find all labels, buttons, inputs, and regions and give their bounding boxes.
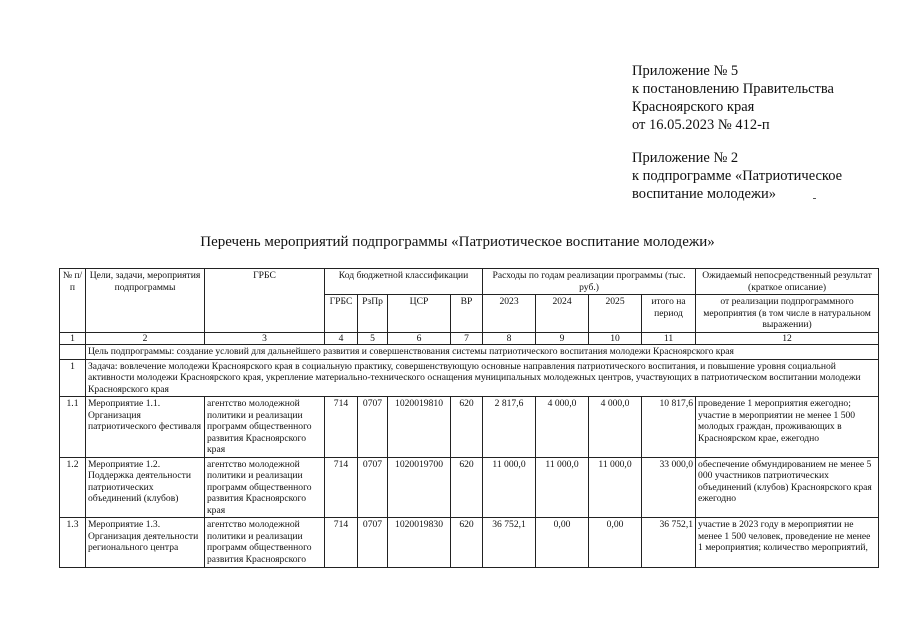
header-goals: Цели, задачи, мероприятия подпрограммы	[86, 269, 205, 333]
row-measure-name: Мероприятие 1.1. Организация патриотического фестиваля	[86, 397, 205, 458]
task-text: Задача: вовлечение молодежи Красноярского края в социальную практику, совершенствующую основные направления патриотического воспитания, и повышение уровня социальной активности молодежи Красноярского края, укрепление материально-технического оснащения муниципальных молодежных центров, участвующих в патриотическом воспитании молодежи Красноярского края	[86, 359, 879, 397]
appendix-5-line-4: от 16.05.2023 № 412-п	[632, 117, 770, 133]
col-number: 7	[451, 332, 483, 345]
row-grbs-code: 714	[325, 518, 358, 568]
row-2024: 0,00	[536, 518, 589, 568]
col-number: 8	[483, 332, 536, 345]
row-grbs-name: агентство молодежной политики и реализации программ общественного развития Красноярского края	[205, 397, 325, 458]
row-2023: 36 752,1	[483, 518, 536, 568]
task-row	[60, 359, 879, 397]
row-grbs-name: агентство молодежной политики и реализации программ общественного развития Красноярского края	[205, 457, 325, 518]
row-total: 33 000,0	[642, 457, 696, 518]
header-total: итого на период	[642, 295, 696, 333]
appendix-5-block	[632, 62, 834, 134]
goal-row	[60, 345, 879, 360]
row-total: 10 817,6	[642, 397, 696, 458]
row-2023: 2 817,6	[483, 397, 536, 458]
row-result: обеспечение обмундированием не менее 5 000 участников патриотических объединений (клубов) Красноярского края ежегодно	[696, 457, 879, 518]
goal-num-cell	[60, 345, 86, 360]
row-result: участие в 2023 году в мероприятии не менее 1 500 человек, проведение не менее 1 мероприятия; количество мероприятий,	[696, 518, 879, 568]
col-number: 6	[388, 332, 451, 345]
appendix-5-line-1: Приложение № 5	[632, 63, 739, 79]
col-number: 4	[325, 332, 358, 345]
col-number: 3	[205, 332, 325, 345]
row-num: 1.3	[60, 518, 86, 568]
header-code-grbs: ГРБС	[325, 295, 358, 333]
row-result: проведение 1 мероприятия ежегодно; участие в мероприятии не менее 1 500 молодых граждан, проживающих в Красноярском крае, ежегодно	[696, 397, 879, 458]
row-2025: 4 000,0	[589, 397, 642, 458]
col-number: 9	[536, 332, 589, 345]
header-code-rzpr: РзПр	[358, 295, 388, 333]
col-number: 11	[642, 332, 696, 345]
appendix-5-line-2: к постановлению Правительства	[632, 81, 834, 97]
row-vr: 620	[451, 518, 483, 568]
row-2024: 4 000,0	[536, 397, 589, 458]
row-csr: 1020019700	[388, 457, 451, 518]
row-grbs-code: 714	[325, 457, 358, 518]
header-code-vr: ВР	[451, 295, 483, 333]
row-vr: 620	[451, 457, 483, 518]
table-row	[60, 397, 879, 458]
measures-table	[59, 268, 879, 568]
row-measure-name: Мероприятие 1.2. Поддержка деятельности патриотических объединений (клубов)	[86, 457, 205, 518]
header-code-group: Код бюджетной классификации	[325, 269, 483, 295]
header-year-2024: 2024	[536, 295, 589, 333]
col-number: 10	[589, 332, 642, 345]
task-num: 1	[60, 359, 86, 397]
table-row	[60, 518, 879, 568]
header-row-1	[60, 269, 879, 295]
row-num: 1.1	[60, 397, 86, 458]
table-row	[60, 457, 879, 518]
row-rzpr: 0707	[358, 518, 388, 568]
column-number-row	[60, 332, 879, 345]
row-csr: 1020019830	[388, 518, 451, 568]
row-vr: 620	[451, 397, 483, 458]
scan-mark	[813, 198, 816, 199]
appendix-5-line-3: Красноярского края	[632, 99, 755, 115]
row-grbs-name: агентство молодежной политики и реализации программ общественного развития Красноярского	[205, 518, 325, 568]
header-year-2025: 2025	[589, 295, 642, 333]
row-csr: 1020019810	[388, 397, 451, 458]
row-2025: 0,00	[589, 518, 642, 568]
col-number: 1	[60, 332, 86, 345]
row-2023: 11 000,0	[483, 457, 536, 518]
row-2025: 11 000,0	[589, 457, 642, 518]
appendix-2-line-2: к подпрограмме «Патриотическое	[632, 168, 843, 184]
document-title: Перечень мероприятий подпрограммы «Патриотическое воспитание молодежи»	[200, 234, 715, 250]
row-2024: 11 000,0	[536, 457, 589, 518]
row-measure-name: Мероприятие 1.3. Организация деятельности регионального центра	[86, 518, 205, 568]
col-number: 5	[358, 332, 388, 345]
header-grbs: ГРБС	[205, 269, 325, 333]
goal-text: Цель подпрограммы: создание условий для дальнейшего развития и совершенствования системы патриотического воспитания молодежи Красноярского края	[86, 345, 879, 360]
header-result-group: Ожидаемый непосредственный результат (краткое описание)	[696, 269, 879, 295]
col-number: 2	[86, 332, 205, 345]
header-result-sub: от реализации подпрограммного мероприятия (в том числе в натуральном выражении)	[696, 295, 879, 333]
row-rzpr: 0707	[358, 397, 388, 458]
appendix-2-line-3: воспитание молодежи»	[632, 186, 776, 202]
row-total: 36 752,1	[642, 518, 696, 568]
appendix-2-line-1: Приложение № 2	[632, 150, 739, 166]
col-number: 12	[696, 332, 879, 345]
header-expenses-group: Расходы по годам реализации программы (тыс. руб.)	[483, 269, 696, 295]
header-num: № п/п	[60, 269, 86, 333]
header-year-2023: 2023	[483, 295, 536, 333]
header-code-csr: ЦСР	[388, 295, 451, 333]
row-rzpr: 0707	[358, 457, 388, 518]
appendix-2-block	[632, 149, 842, 203]
row-num: 1.2	[60, 457, 86, 518]
row-grbs-code: 714	[325, 397, 358, 458]
